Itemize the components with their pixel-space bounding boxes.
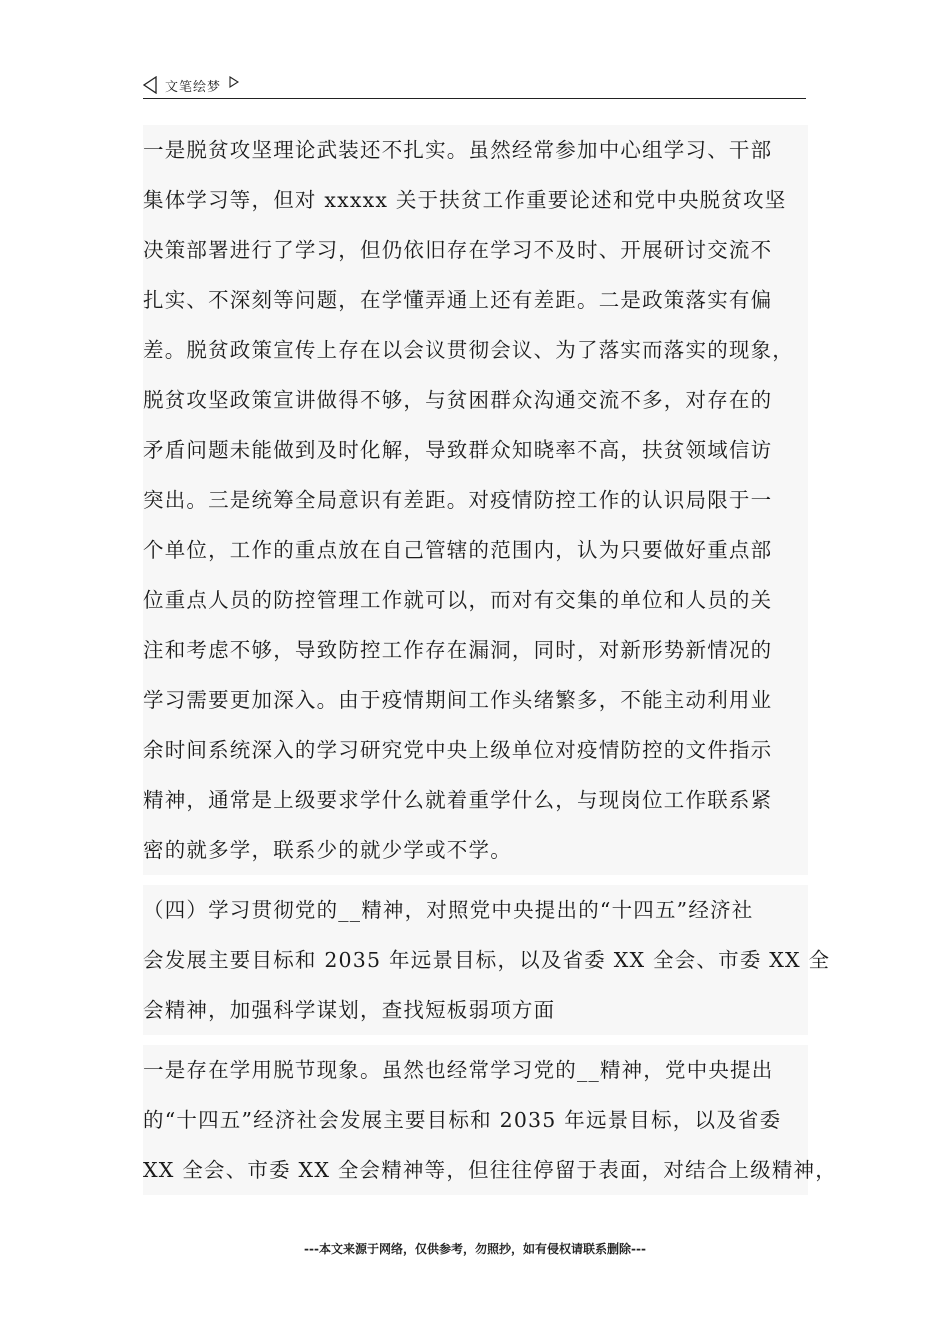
text-line: 会发展主要目标和 2035 年远景目标，以及省委 XX 全会、市委 XX 全 — [143, 948, 831, 972]
text-line: （四）学习贯彻党的__精神，对照党中央提出的“十四五”经济社 — [143, 898, 754, 922]
text-line: 的“十四五”经济社会发展主要目标和 2035 年远景目标，以及省委 — [143, 1108, 782, 1132]
text-line: 一是存在学用脱节现象。虽然也经常学习党的__精神，党中央提出 — [143, 1058, 774, 1082]
text-line: 差。脱贫政策宣传上存在以会议贯彻会议、为了落实而落实的现象， — [143, 338, 794, 362]
text-line: 一是脱贫攻坚理论武装还不扎实。虽然经常参加中心组学习、干部 — [143, 138, 773, 162]
paragraph-3 — [143, 1045, 837, 1195]
header-brand: 文笔绘梦 — [165, 79, 222, 95]
triangle-right-icon — [229, 76, 239, 88]
text-line: 个单位，工作的重点放在自己管辖的范围内，认为只要做好重点部 — [143, 538, 773, 562]
text-line: 精神，通常是上级要求学什么就着重学什么，与现岗位工作联系紧 — [143, 788, 773, 812]
text-line: 集体学习等，但对 xxxxx 关于扶贫工作重要论述和党中央脱贫攻坚 — [143, 188, 787, 212]
text-line: 学习需要更加深入。由于疫情期间工作头绪繁多，不能主动利用业 — [143, 688, 773, 712]
page-header — [143, 72, 806, 99]
paragraph-1 — [143, 125, 808, 875]
text-line: 决策部署进行了学习，但仍依旧存在学习不及时、开展研讨交流不 — [143, 238, 773, 262]
text-line: XX 全会、市委 XX 全会精神等，但往往停留于表面，对结合上级精神， — [143, 1158, 837, 1182]
footer-disclaimer: ---本文来源于网络，仅供参考，勿照抄，如有侵权请联系删除--- — [304, 1242, 646, 1256]
text-line: 突出。三是统筹全局意识有差距。对疫情防控工作的认识局限于一 — [143, 488, 773, 512]
text-line: 脱贫攻坚政策宣讲做得不够，与贫困群众沟通交流不多，对存在的 — [143, 388, 773, 412]
paragraph-2 — [143, 885, 831, 1035]
text-line: 扎实、不深刻等问题，在学懂弄通上还有差距。二是政策落实有偏 — [143, 288, 773, 312]
text-line: 位重点人员的防控管理工作就可以，而对有交集的单位和人员的关 — [143, 588, 773, 612]
text-line: 注和考虑不够，导致防控工作存在漏洞，同时，对新形势新情况的 — [143, 638, 773, 662]
text-line: 密的就多学，联系少的就少学或不学。 — [143, 838, 512, 862]
text-line: 余时间系统深入的学习研究党中央上级单位对疫情防控的文件指示 — [143, 738, 773, 762]
text-line: 会精神，加强科学谋划，查找短板弱项方面 — [143, 998, 556, 1022]
document-body — [143, 125, 837, 1195]
text-line: 矛盾问题未能做到及时化解，导致群众知晓率不高，扶贫领域信访 — [143, 438, 773, 462]
triangle-left-icon — [143, 76, 157, 94]
